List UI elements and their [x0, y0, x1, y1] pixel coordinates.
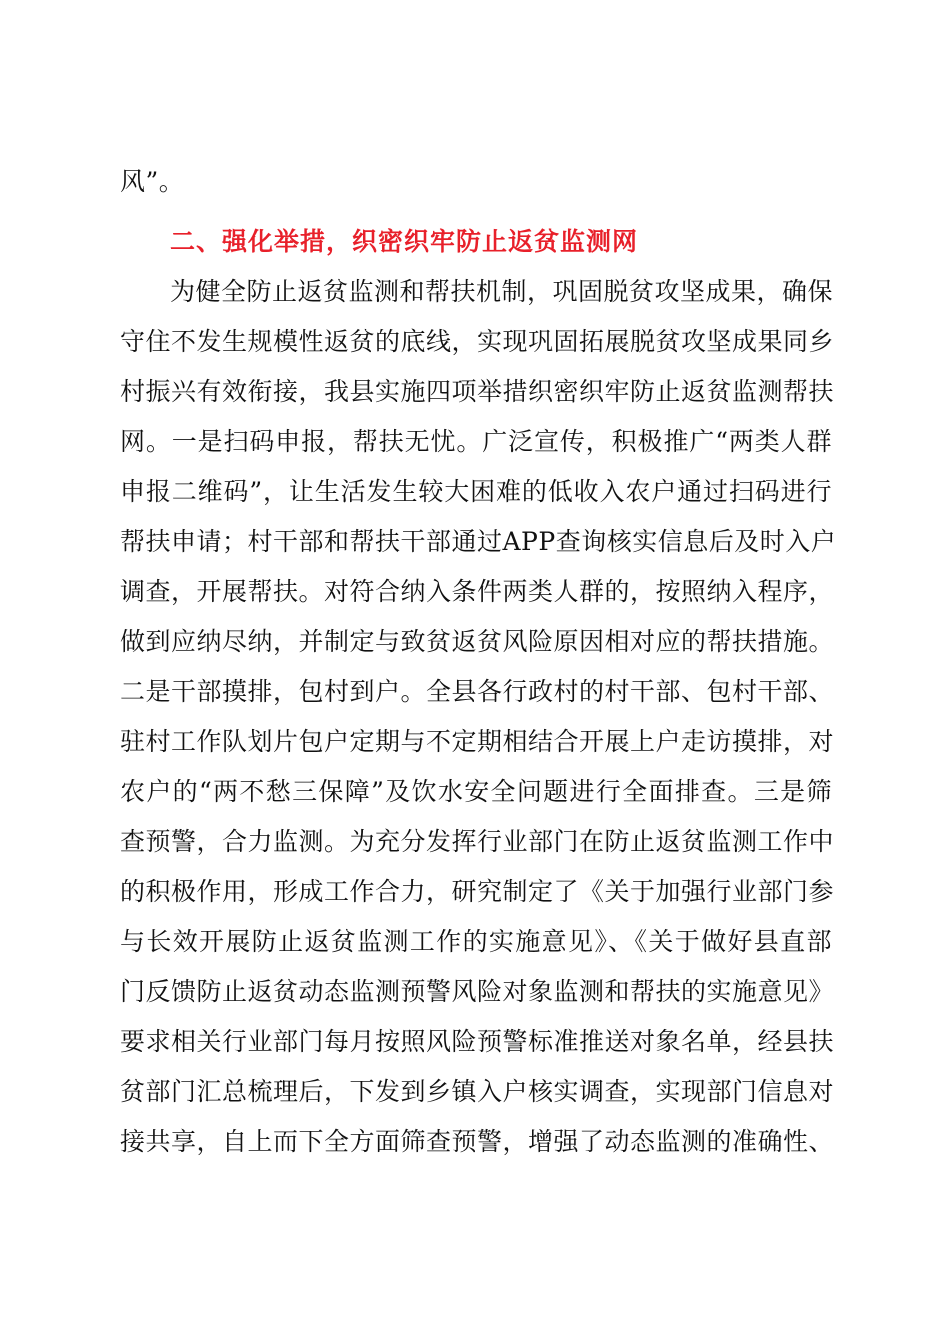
paragraph-line: 帮扶申请；村干部和帮扶干部通过APP查询核实信息后及时入户: [120, 527, 837, 556]
paragraph-line: 贫部门汇总梳理后，下发到乡镇入户核实调查，实现部门信息对: [120, 1077, 835, 1106]
paragraph-line: 的积极作用，形成工作合力，研究制定了《关于加强行业部门参: [120, 877, 835, 906]
paragraph-line: 网。一是扫码申报，帮扶无忧。广泛宣传，积极推广“两类人群: [120, 427, 832, 456]
paragraph-line: 调查，开展帮扶。对符合纳入条件两类人群的，按照纳入程序，: [120, 577, 835, 606]
paragraph-line: 查预警，合力监测。为充分发挥行业部门在防止返贫监测工作中: [120, 827, 835, 856]
carryover-text-line: 风”。: [120, 167, 185, 196]
paragraph-line: 二是干部摸排，包村到户。全县各行政村的村干部、包村干部、: [120, 677, 835, 706]
paragraph-line: 接共享，自上而下全方面筛查预警，增强了动态监测的准确性、: [120, 1127, 835, 1156]
paragraph-line: 申报二维码”，让生活发生较大困难的低收入农户通过扫码进行: [120, 477, 832, 506]
paragraph-line: 要求相关行业部门每月按照风险预警标准推送对象名单，经县扶: [120, 1027, 835, 1056]
paragraph-line: 为健全防止返贫监测和帮扶机制，巩固脱贫攻坚成果，确保: [170, 277, 834, 306]
paragraph-line: 农户的“两不愁三保障”及饮水安全问题进行全面排查。三是筛: [120, 777, 832, 806]
paragraph-line: 做到应纳尽纳，并制定与致贫返贫风险原因相对应的帮扶措施。: [120, 627, 835, 656]
paragraph-line: 门反馈防止返贫动态监测预警风险对象监测和帮扶的实施意见》: [120, 977, 835, 1006]
paragraph-line: 守住不发生规模性返贫的底线，实现巩固拓展脱贫攻坚成果同乡: [120, 327, 835, 356]
paragraph-line: 村振兴有效衔接，我县实施四项举措织密织牢防止返贫监测帮扶: [120, 377, 835, 406]
section-heading: 二、强化举措，织密织牢防止返贫监测网: [170, 227, 639, 256]
paragraph-line: 驻村工作队划片包户定期与不定期相结合开展上户走访摸排，对: [120, 727, 835, 756]
paragraph-line: 与长效开展防止返贫监测工作的实施意见》、《关于做好县直部: [120, 927, 832, 956]
